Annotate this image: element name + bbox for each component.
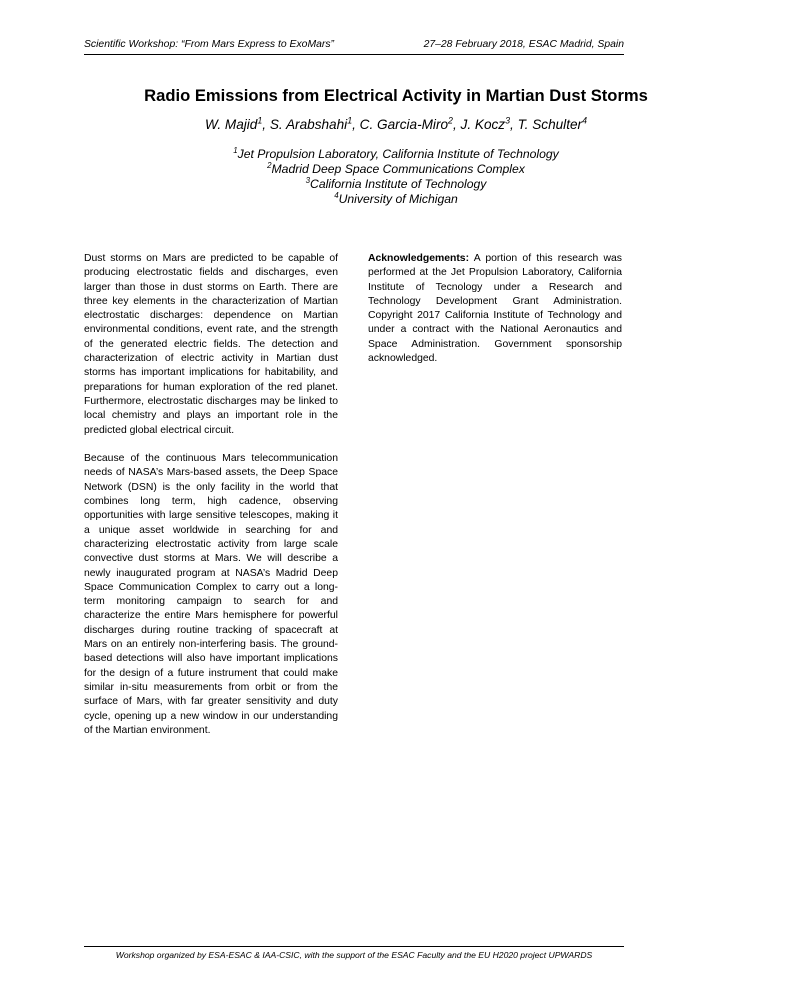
affiliation: $^4$University of Michigan <box>334 190 458 206</box>
author: J. Kocz$^3$, <box>460 115 518 132</box>
affiliation: $^3$California Institute of Technology <box>305 175 487 191</box>
affiliation: $^1$Jet Propulsion Laboratory, California Institute of Technology <box>233 145 559 161</box>
body-column-left <box>84 252 338 738</box>
header-date-location: 27–28 February 2018, ESAC Madrid, Spain <box>423 39 624 50</box>
page-footer: Workshop organized by ESA-ESAC & IAA-CSIC, with the support of the ESAC Faculty and the EU H2020 project UPWARDS <box>84 946 624 960</box>
author: W. Majid$^1$, <box>205 115 270 132</box>
author: T. Schulter$^4$ <box>517 115 587 132</box>
acknowledgements-label: Acknowledgements: <box>368 253 470 264</box>
acknowledgements-text: A portion of this research was performed at the Jet Propulsion Laboratory, California Institute of Tecnology under a Research and Technology Development Grant Administration. Copyright 2017 California Institute of Technology and under a contract with the National Aeronautics and Space Administration. Government sponsorship acknowledged. <box>368 253 622 365</box>
affiliation: $^2$Madrid Deep Space Communications Complex <box>267 160 525 176</box>
author-list <box>0 117 792 132</box>
acknowledgements-section <box>368 252 622 366</box>
paper-title: Radio Emissions from Electrical Activity in Martian Dust Storms <box>144 86 648 105</box>
affiliation-list <box>0 147 792 207</box>
header-workshop-title: Scientific Workshop: “From Mars Express to ExoMars” <box>84 39 335 50</box>
acknowledgements-paragraph <box>368 252 622 366</box>
body-paragraph: Dust storms on Mars are predicted to be capable of producing electrostatic fields and discharges, even larger than those in dust storms on Earth. There are three key elements in the characterization of Martian electrostatic discharges: dependence on Martian environmental conditions, event rate, and the strength of the generated electric fields. The detection and characterization of electric activity in Martian dust storms has important implications for habitability, and preparations for human exploration of the red planet. Furthermore, electrostatic discharges may be linked to local chemistry and plays an important role in the predicted global electrical circuit. <box>84 253 338 436</box>
body-paragraph: Because of the continuous Mars telecommunication needs of NASA’s Mars-based assets, the Deep Space Network (DSN) is the only facility in the world that combines long term, high cadence, observing opportunities with large sensitive telescopes, making it a unique asset worldwide in searching for and characterizing electrostatic activity from large scale convective dust storms at Mars. We will describe a newly inaugurated program at NASA’s Madrid Deep Space Communication Complex to carry out a long-term monitoring campaign to search for and characterize the entire Mars hemisphere for powerful discharges during routine tracking of spacecraft at Mars on an entirely non-interfering basis. The ground-based detections will also have important implications for the design of a future instrument that could make similar in-situ measurements from orbit or from the surface of Mars, with far greater sensitivity and duty cycle, opening up a new window in our understanding of the Martian environment. <box>84 453 338 736</box>
running-header <box>84 39 624 55</box>
author: C. Garcia-Miro$^2$, <box>359 115 461 132</box>
author: S. Arabshahi$^1$, <box>269 115 360 132</box>
